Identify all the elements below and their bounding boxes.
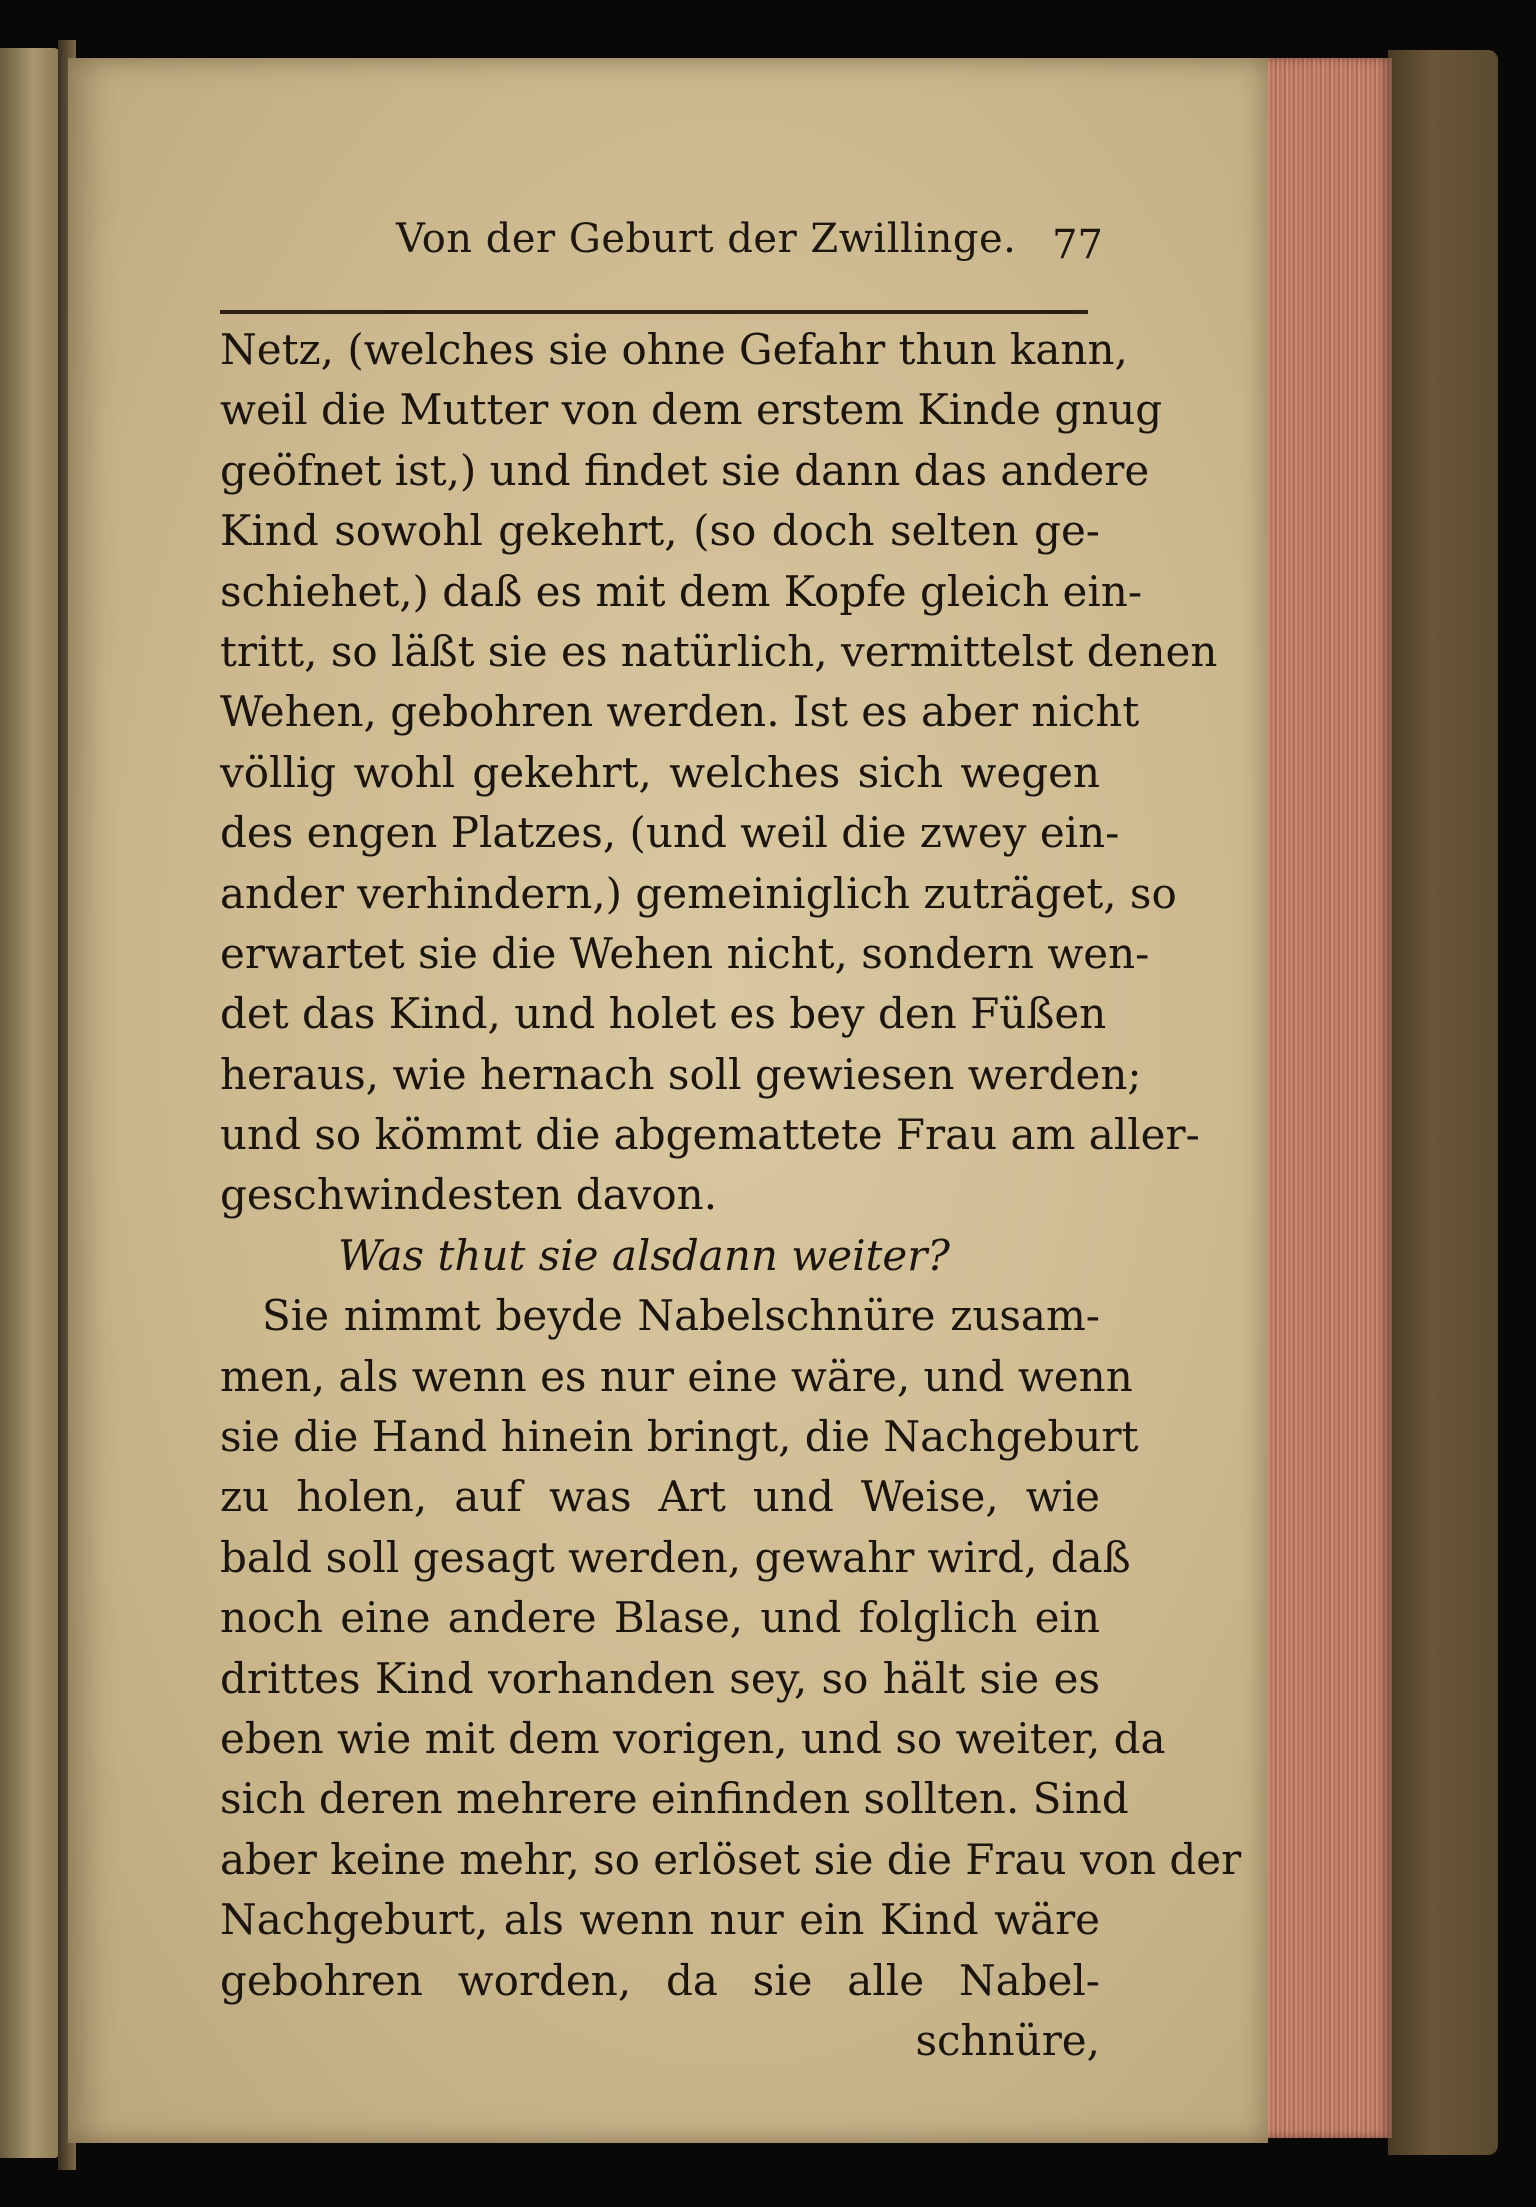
text-line: sie die Hand hinein bringt, die Nachgeburt: [220, 1412, 1139, 1462]
text-line: bald soll gesagt werden, gewahr wird, daß: [220, 1532, 1131, 1582]
page-header: [238, 178, 1138, 268]
text-line: Kind sowohl gekehrt, (so doch selten ge-: [220, 506, 1100, 556]
text-line: gebohren worden, da sie alle Nabel-: [220, 1955, 1100, 2005]
text-line: und so kömmt die abgemattete Frau am aller-: [220, 1110, 1200, 1160]
text-line: aber keine mehr, so erlöset sie die Frau von der: [220, 1834, 1242, 1884]
text-line: zu holen, auf was Art und Weise, wie: [220, 1472, 1100, 1522]
text-line: völlig wohl gekehrt, welches sich wegen: [220, 747, 1100, 797]
text-line: Sie nimmt beyde Nabelschnüre zusam-: [262, 1291, 1100, 1341]
text-line: tritt, so läßt sie es natürlich, vermittelst denen: [220, 626, 1218, 676]
text-line: geschwindesten davon.: [220, 1170, 718, 1220]
text-line: weil die Mutter von dem erstem Kinde gnug: [220, 385, 1163, 435]
text-line: eben wie mit dem vorigen, und so weiter, da: [220, 1713, 1166, 1763]
text-line: erwartet sie die Wehen nicht, sondern wen-: [220, 928, 1150, 978]
text-line: Netz, (welches sie ohne Gefahr thun kann,: [220, 325, 1128, 374]
text-line: Nachgeburt, als wenn nur ein Kind wäre: [220, 1895, 1100, 1945]
text-line: drittes Kind vorhanden sey, so hält sie es: [220, 1653, 1100, 1703]
running-title: Von der Geburt der Zwillinge.: [396, 216, 1017, 262]
text-line: ander verhindern,) gemeiniglich zuträget, so: [220, 868, 1177, 918]
book-cover-board: [1388, 50, 1498, 2155]
text-line: noch eine andere Blase, und folglich ein: [220, 1593, 1100, 1643]
text-line: Wehen, gebohren werden. Ist es aber nicht: [220, 687, 1140, 737]
header-rule: [220, 310, 1088, 314]
text-line: heraus, wie hernach soll gewiesen werden;: [220, 1049, 1142, 1099]
text-line: schiehet,) daß es mit dem Kopfe gleich ein-: [220, 566, 1143, 616]
page-number: 77: [1052, 222, 1103, 268]
body-text: [220, 320, 1242, 2071]
text-line: det das Kind, und holet es bey den Füßen: [220, 989, 1107, 1039]
left-page-edge: [0, 48, 60, 2158]
text-line: men, als wenn es nur eine wäre, und wenn: [220, 1351, 1133, 1401]
catchword-line: schnüre,: [915, 2015, 1100, 2065]
text-line: sich deren mehrere einfinden sollten. Sind: [220, 1774, 1129, 1824]
book-page: [68, 58, 1268, 2143]
text-line: des engen Platzes, (und weil die zwey ein-: [220, 808, 1120, 858]
page-edge-stack: [1262, 58, 1392, 2138]
text-line: geöfnet ist,) und findet sie dann das andere: [220, 445, 1150, 495]
question-heading: Was thut sie alsdann weiter?: [338, 1230, 950, 1280]
